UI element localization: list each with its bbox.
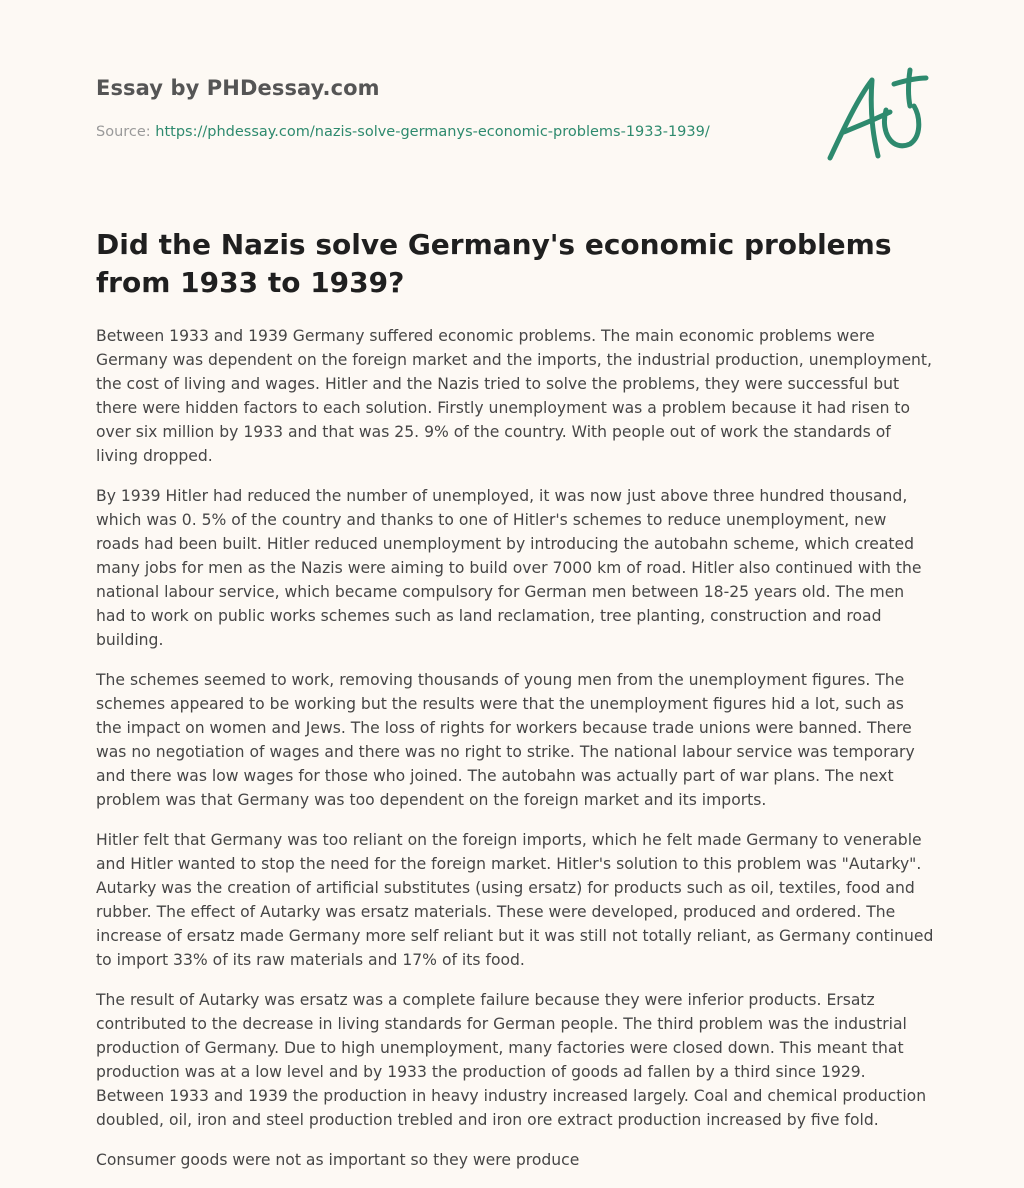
paragraph: Consumer goods were not as important so they were produce [96,1151,580,1169]
source-line [96,124,710,140]
a-plus-grade-icon [820,66,930,166]
source-link[interactable]: https://phdessay.com/nazis-solve-germanys-economic-problems-1933-1939/ [155,124,710,140]
paragraph: By 1939 Hitler had reduced the number of unemployed, it was now just above three hundred thousand, which was 0. 5% of the country and thanks to one of Hitler's schemes to reduce unemployment, new roads had been built. Hitler reduced unemployment by introducing the autobahn scheme, which created many jobs for men as the Nazis were aiming to build over 7000 km of road. Hitler also continued with the national labour service, which became compulsory for German men between 18-25 years old. The men had to work on public works schemes such as land reclamation, tree planting, construction and road building. [96,487,922,649]
essay-title: Did the Nazis solve Germany's economic problems from 1933 to 1939? [96,228,892,299]
paragraph: The schemes seemed to work, removing thousands of young men from the unemployment figures. The schemes appeared to be working but the results were that the unemployment figures hid a lot, such as the impact on women and Jews. The loss of rights for workers because trade unions were banned. There was no negotiation of wages and there was no right to strike. The national labour service was temporary and there was low wages for those who joined. The autobahn was actually part of war plans. The next problem was that Germany was too dependent on the foreign market and its imports. [96,671,915,809]
site-brand: Essay by PHDessay.com [96,76,380,100]
paragraph: Hitler felt that Germany was too reliant on the foreign imports, which he felt made Germany to venerable and Hitler wanted to stop the need for the foreign market. Hitler's solution to this problem was "Autarky". Autarky was the creation of artificial substitutes (using ersatz) for products such as oil, textiles, food and rubber. The effect of Autarky was ersatz materials. These were developed, produced and ordered. The increase of ersatz made Germany more self reliant but it was still not totally reliant, as Germany continued to import 33% of its raw materials and 17% of its food. [96,831,934,969]
paragraph: The result of Autarky was ersatz was a complete failure because they were inferior products. Ersatz contributed to the decrease in living standards for German people. The third problem was the industrial production of Germany. Due to high unemployment, many factories were closed down. This meant that production was at a low level and by 1933 the production of goods ad fallen by a third since 1929. Between 1933 and 1939 the production in heavy industry increased largely. Coal and chemical production doubled, oil, iron and steel production trebled and iron ore extract production increased by five fold. [96,991,927,1129]
paragraph: Between 1933 and 1939 Germany suffered economic problems. The main economic problems were Germany was dependent on the foreign market and the imports, the industrial production, unemployment, the cost of living and wages. Hitler and the Nazis tried to solve the problems, they were successful but there were hidden factors to each solution. Firstly unemployment was a problem because it had risen to over six million by 1933 and that was 25. 9% of the country. With people out of work the standards of living dropped. [96,327,932,465]
essay-body [96,324,934,1188]
source-label: Source: [96,124,151,140]
